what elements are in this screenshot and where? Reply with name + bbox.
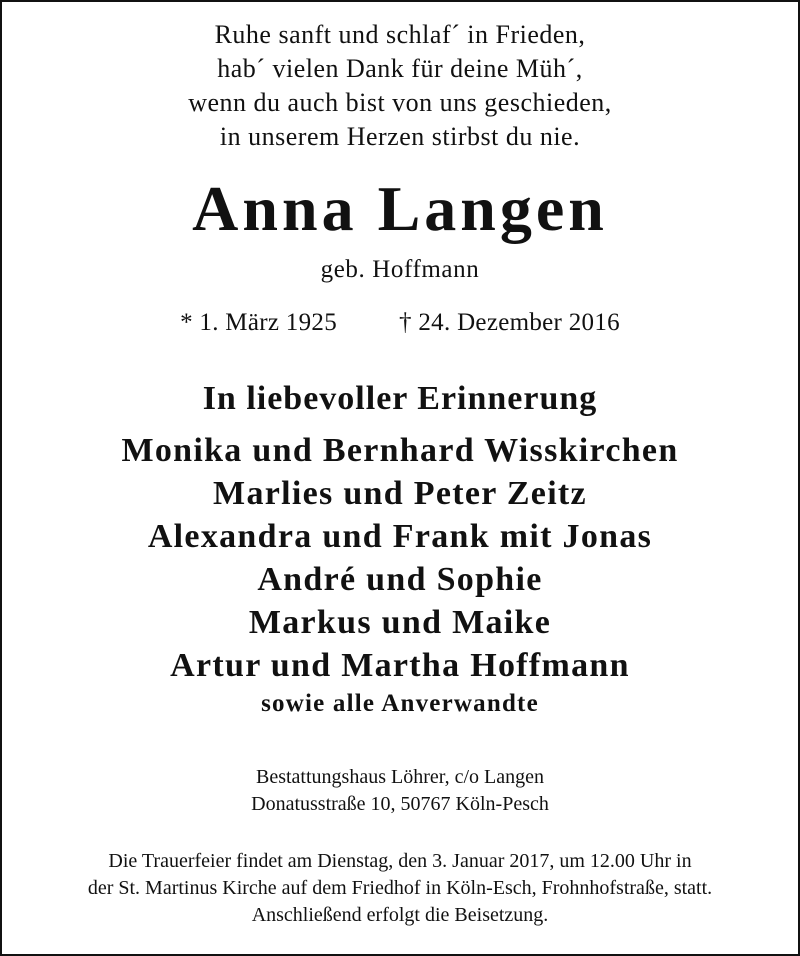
- memory-heading: In liebevoller Erinnerung: [202, 380, 598, 417]
- birth-name: geb. Hoffmann: [320, 256, 480, 283]
- death-date: † 24. Dezember 2016: [399, 309, 620, 336]
- poem-line-2: hab´ vielen Dank für deine Müh´,: [217, 54, 583, 83]
- birth-date: * 1. März 1925: [180, 309, 338, 336]
- poem-line-4: in unserem Herzen stirbst du nie.: [219, 122, 581, 151]
- funeral-line-2: der St. Martinus Kirche auf dem Friedhof in Köln-Esch, Frohnhofstraße, statt.: [87, 877, 713, 899]
- address-line-2: Donatusstraße 10, 50767 Köln-Pesch: [251, 793, 549, 815]
- mourner-line-4: André und Sophie: [257, 561, 543, 598]
- address-line-1: Bestattungshaus Löhrer, c/o Langen: [255, 766, 544, 788]
- mourner-line-6: Artur und Martha Hoffmann: [170, 647, 630, 684]
- mourner-line-3: Alexandra und Frank mit Jonas: [147, 518, 653, 555]
- mourner-line-2: Marlies und Peter Zeitz: [213, 475, 587, 512]
- mourner-line-1: Monika und Bernhard Wisskirchen: [121, 432, 679, 469]
- poem-line-3: wenn du auch bist von uns geschieden,: [188, 88, 612, 117]
- mourner-line-5: Markus und Maike: [248, 604, 552, 641]
- poem-line-1: Ruhe sanft und schlaf´ in Frieden,: [214, 20, 586, 49]
- other-relatives: sowie alle Anverwandte: [261, 690, 539, 717]
- funeral-line-3: Anschließend erfolgt die Beisetzung.: [251, 904, 549, 926]
- funeral-line-1: Die Trauerfeier findet am Dienstag, den 3. Januar 2017, um 12.00 Uhr in: [108, 850, 692, 872]
- life-dates: [2, 309, 798, 337]
- deceased-name: Anna Langen: [192, 173, 608, 244]
